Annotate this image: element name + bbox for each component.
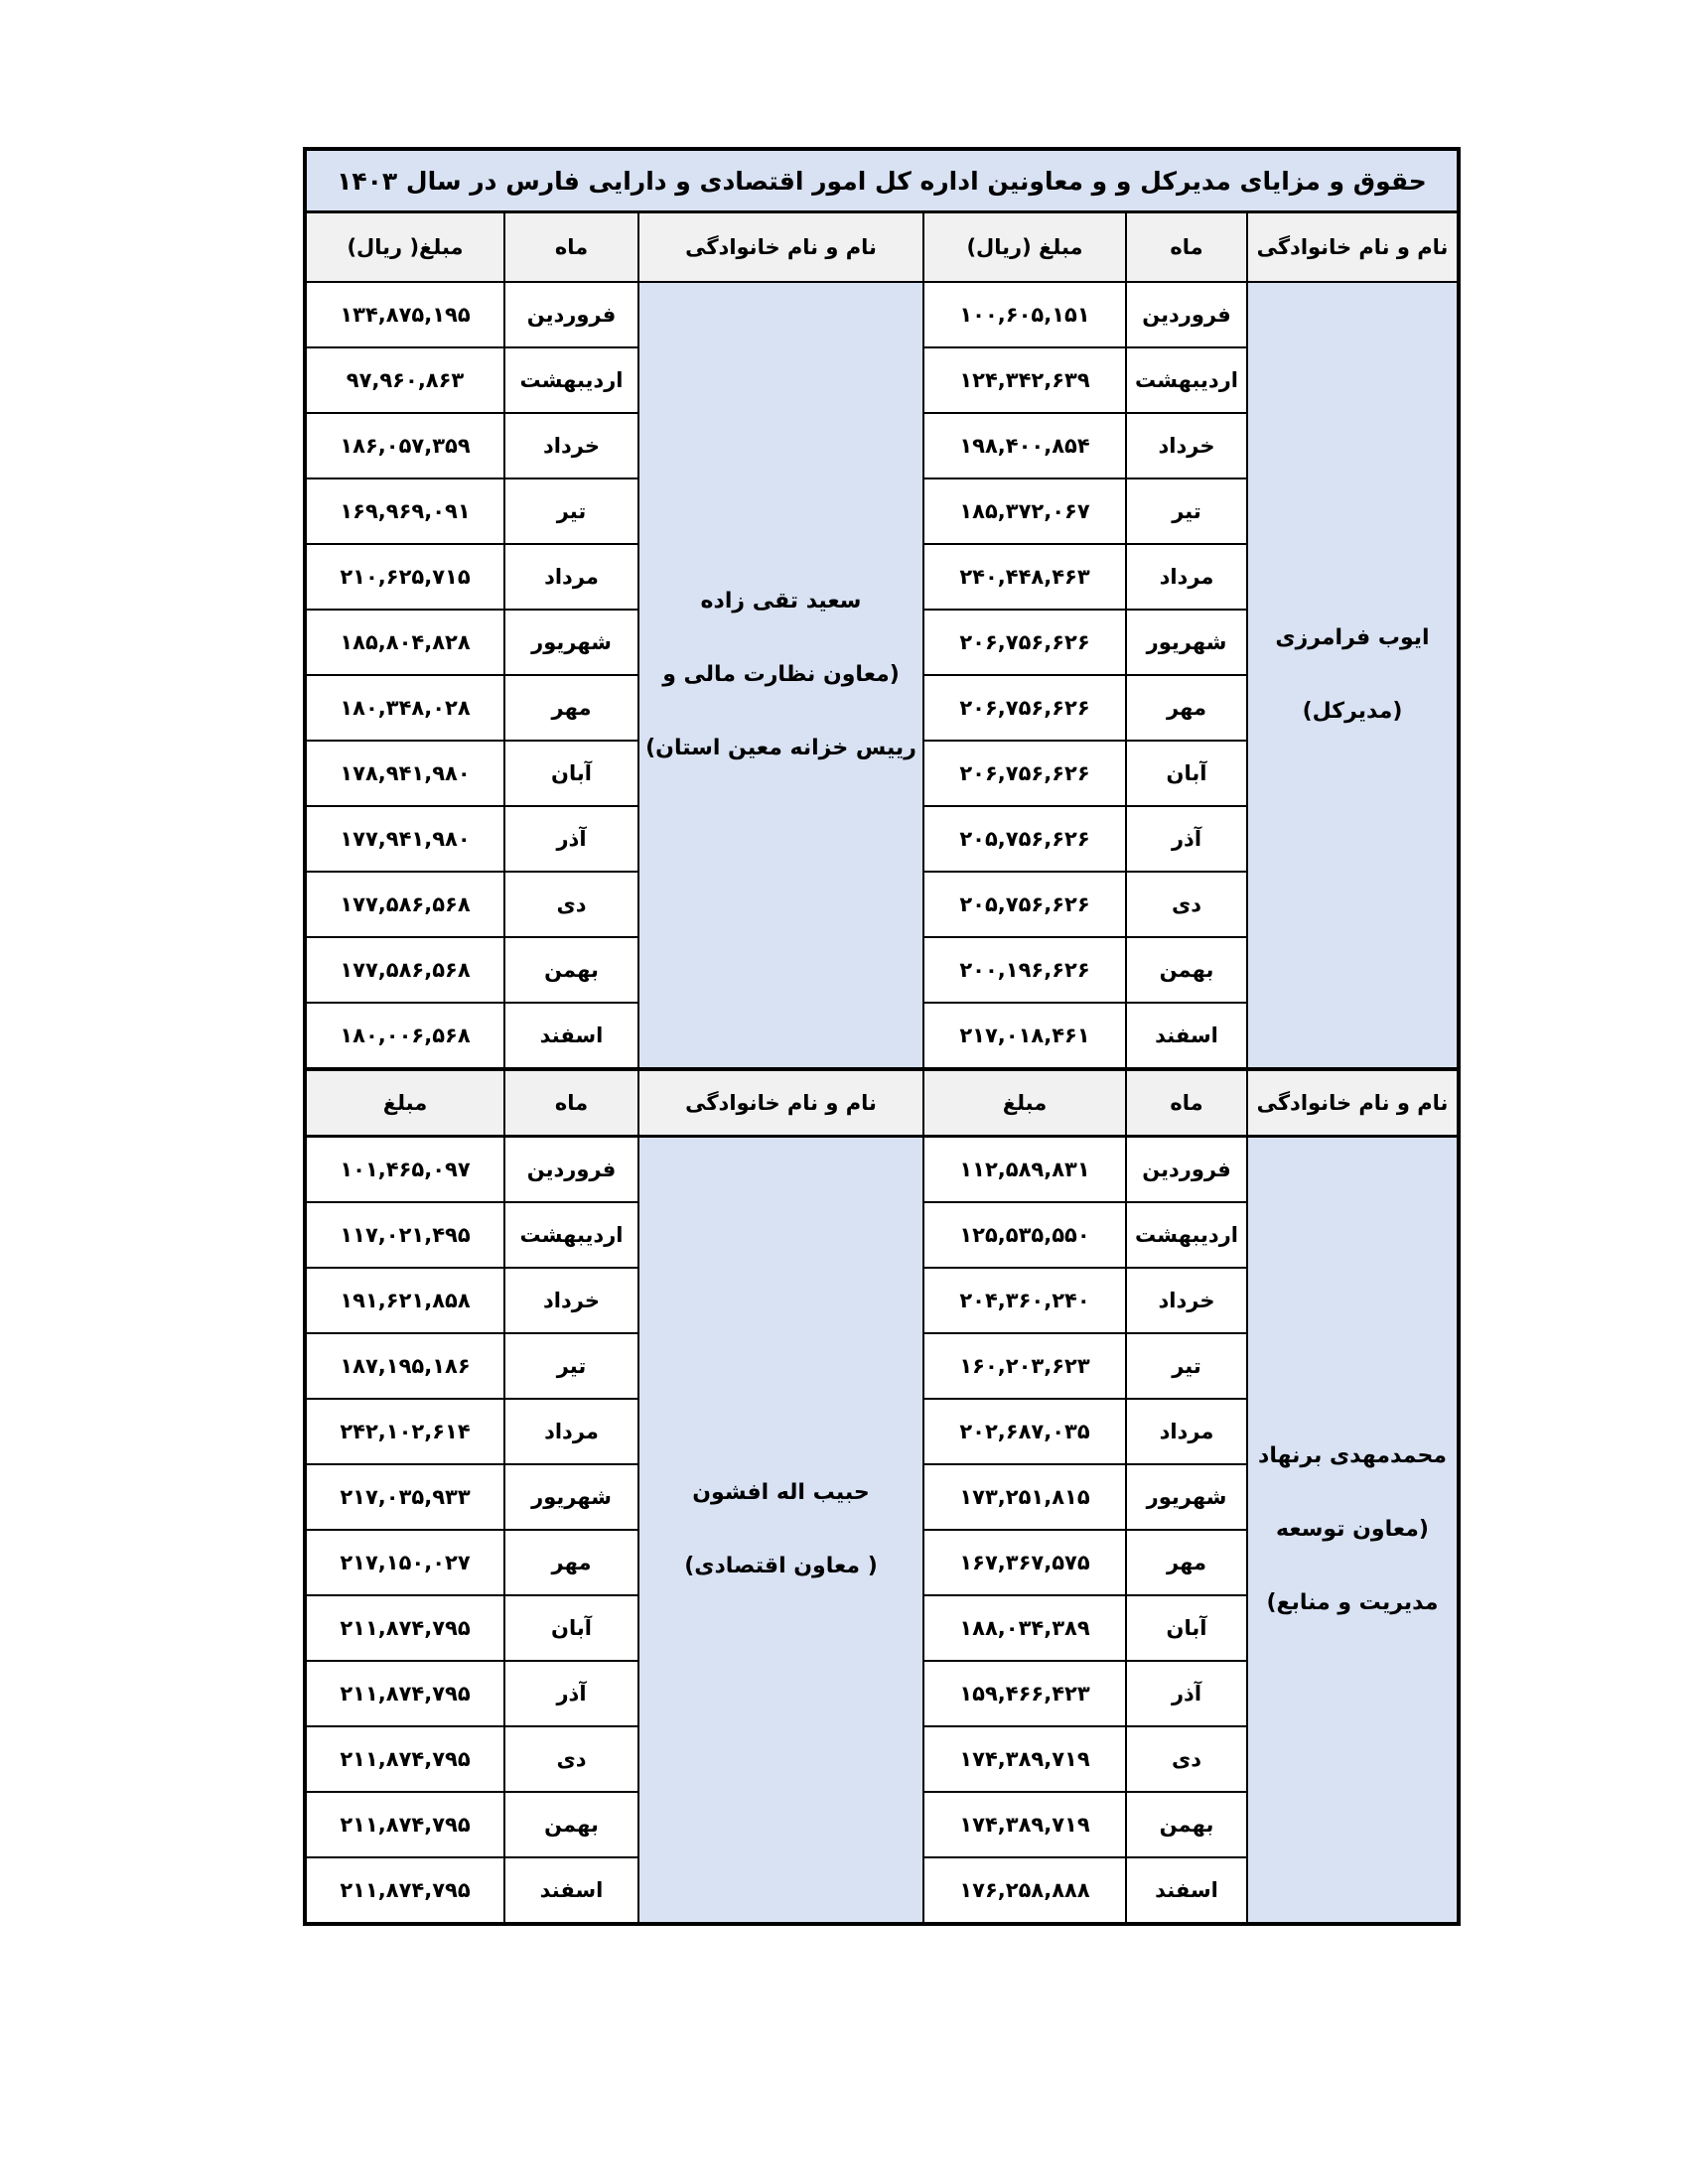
amount-cell: ۲۱۱,۸۷۴,۷۹۵	[305, 1595, 504, 1661]
amount-cell: ۱۷۳,۲۵۱,۸۱۵	[923, 1464, 1126, 1530]
column-header-amount-left: مبلغ( ریال)	[305, 212, 504, 283]
month-cell: اردیبهشت	[504, 347, 638, 413]
amount-cell: ۱۹۸,۴۰۰,۸۵۴	[923, 413, 1126, 478]
amount-cell: ۱۷۷,۹۴۱,۹۸۰	[305, 806, 504, 872]
amount-cell: ۱۰۰,۶۰۵,۱۵۱	[923, 282, 1126, 347]
month-cell: اردیبهشت	[504, 1202, 638, 1268]
month-cell: بهمن	[504, 937, 638, 1003]
amount-cell: ۱۷۸,۹۴۱,۹۸۰	[305, 741, 504, 806]
month-cell: خرداد	[1126, 413, 1247, 478]
header-row-middle	[305, 1069, 1459, 1137]
column-header-name-left: نام و نام خانوادگی	[638, 212, 923, 283]
month-cell: مهر	[1126, 1530, 1247, 1595]
table-row	[305, 282, 1459, 347]
employee-role: مدیریت و منابع)	[1266, 1590, 1439, 1615]
month-cell: مهر	[504, 1530, 638, 1595]
amount-cell: ۲۱۱,۸۷۴,۷۹۵	[305, 1726, 504, 1792]
amount-cell: ۲۰۵,۷۵۶,۶۲۶	[923, 806, 1126, 872]
month-cell: فروردین	[1126, 1137, 1247, 1203]
employee-role: رییس خزانه معین استان)	[645, 736, 916, 760]
amount-cell: ۱۶۰,۲۰۳,۶۲۳	[923, 1333, 1126, 1399]
amount-cell: ۱۸۵,۸۰۴,۸۲۸	[305, 610, 504, 675]
month-cell: آبان	[1126, 741, 1247, 806]
amount-cell: ۱۸۸,۰۳۴,۳۸۹	[923, 1595, 1126, 1661]
employee-name-cell	[1247, 282, 1459, 1069]
salary-table	[303, 147, 1461, 1926]
month-cell: فروردین	[504, 282, 638, 347]
month-cell: خرداد	[1126, 1268, 1247, 1333]
month-cell: دی	[1126, 1726, 1247, 1792]
month-cell: اسفند	[504, 1003, 638, 1069]
month-cell: اسفند	[1126, 1003, 1247, 1069]
month-cell: دی	[504, 872, 638, 937]
employee-name: محمدمهدی برنهاد	[1258, 1443, 1447, 1468]
month-cell: خرداد	[504, 413, 638, 478]
amount-cell: ۲۰۵,۷۵۶,۶۲۶	[923, 872, 1126, 937]
amount-cell: ۲۱۱,۸۷۴,۷۹۵	[305, 1661, 504, 1726]
amount-cell: ۱۸۷,۱۹۵,۱۸۶	[305, 1333, 504, 1399]
employee-name: سعید تقی زاده	[700, 589, 862, 614]
table-title-row	[305, 149, 1459, 212]
column-header-month-right: ماه	[1126, 212, 1247, 283]
month-cell: آذر	[1126, 806, 1247, 872]
month-cell: اردیبهشت	[1126, 347, 1247, 413]
month-cell: تیر	[1126, 478, 1247, 544]
column-header-month-left: ماه	[504, 212, 638, 283]
month-cell: شهریور	[504, 1464, 638, 1530]
amount-cell: ۱۸۰,۳۴۸,۰۲۸	[305, 675, 504, 741]
month-cell: آبان	[504, 1595, 638, 1661]
month-cell: اسفند	[504, 1857, 638, 1924]
month-cell: مرداد	[1126, 544, 1247, 610]
amount-cell: ۱۸۵,۳۷۲,۰۶۷	[923, 478, 1126, 544]
amount-cell: ۲۴۰,۴۴۸,۴۶۳	[923, 544, 1126, 610]
month-cell: دی	[1126, 872, 1247, 937]
amount-cell: ۱۷۶,۲۵۸,۸۸۸	[923, 1857, 1126, 1924]
amount-cell: ۱۱۷,۰۲۱,۴۹۵	[305, 1202, 504, 1268]
employee-name-cell	[638, 1137, 923, 1925]
column-header-amount-left: مبلغ	[305, 1069, 504, 1137]
amount-cell: ۲۰۰,۱۹۶,۶۲۶	[923, 937, 1126, 1003]
column-header-name-right: نام و نام خانوادگی	[1247, 1069, 1459, 1137]
amount-cell: ۱۷۴,۳۸۹,۷۱۹	[923, 1726, 1126, 1792]
employee-name: ایوب فرامرزی	[1275, 625, 1430, 650]
month-cell: فروردین	[504, 1137, 638, 1203]
amount-cell: ۱۶۹,۹۶۹,۰۹۱	[305, 478, 504, 544]
month-cell: بهمن	[504, 1792, 638, 1857]
month-cell: شهریور	[504, 610, 638, 675]
employee-name-cell	[1247, 1137, 1459, 1925]
month-cell: فروردین	[1126, 282, 1247, 347]
amount-cell: ۲۰۶,۷۵۶,۶۲۶	[923, 741, 1126, 806]
amount-cell: ۱۲۴,۳۴۲,۶۳۹	[923, 347, 1126, 413]
month-cell: اردیبهشت	[1126, 1202, 1247, 1268]
column-header-amount-right: مبلغ	[923, 1069, 1126, 1137]
employee-role: (مدیرکل)	[1302, 699, 1403, 724]
month-cell: آبان	[504, 741, 638, 806]
amount-cell: ۱۹۱,۶۲۱,۸۵۸	[305, 1268, 504, 1333]
employee-role: ( معاون اقتصادی)	[684, 1554, 878, 1578]
amount-cell: ۲۱۱,۸۷۴,۷۹۵	[305, 1792, 504, 1857]
amount-cell: ۱۷۷,۵۸۶,۵۶۸	[305, 937, 504, 1003]
employee-role: (معاون توسعه	[1276, 1517, 1429, 1542]
month-cell: شهریور	[1126, 1464, 1247, 1530]
month-cell: تیر	[504, 478, 638, 544]
month-cell: آذر	[504, 806, 638, 872]
month-cell: شهریور	[1126, 610, 1247, 675]
column-header-name-left: نام و نام خانوادگی	[638, 1069, 923, 1137]
amount-cell: ۲۰۴,۳۶۰,۲۴۰	[923, 1268, 1126, 1333]
amount-cell: ۲۱۷,۱۵۰,۰۲۷	[305, 1530, 504, 1595]
column-header-month-left: ماه	[504, 1069, 638, 1137]
amount-cell: ۲۰۶,۷۵۶,۶۲۶	[923, 675, 1126, 741]
amount-cell: ۱۸۶,۰۵۷,۳۵۹	[305, 413, 504, 478]
amount-cell: ۲۰۲,۶۸۷,۰۳۵	[923, 1399, 1126, 1464]
amount-cell: ۱۲۵,۵۳۵,۵۵۰	[923, 1202, 1126, 1268]
amount-cell: ۱۸۰,۰۰۶,۵۶۸	[305, 1003, 504, 1069]
header-row-top	[305, 212, 1459, 283]
amount-cell: ۱۰۱,۴۶۵,۰۹۷	[305, 1137, 504, 1203]
month-cell: بهمن	[1126, 1792, 1247, 1857]
amount-cell: ۲۴۲,۱۰۲,۶۱۴	[305, 1399, 504, 1464]
amount-cell: ۱۷۷,۵۸۶,۵۶۸	[305, 872, 504, 937]
month-cell: تیر	[504, 1333, 638, 1399]
column-header-month-right: ماه	[1126, 1069, 1247, 1137]
amount-cell: ۲۰۶,۷۵۶,۶۲۶	[923, 610, 1126, 675]
employee-name: حبیب اله افشون	[692, 1480, 870, 1505]
employee-name-cell	[638, 282, 923, 1069]
amount-cell: ۱۱۲,۵۸۹,۸۳۱	[923, 1137, 1126, 1203]
month-cell: آذر	[504, 1661, 638, 1726]
amount-cell: ۲۱۷,۰۱۸,۴۶۱	[923, 1003, 1126, 1069]
column-header-amount-right: مبلغ (ریال)	[923, 212, 1126, 283]
month-cell: دی	[504, 1726, 638, 1792]
month-cell: آذر	[1126, 1661, 1247, 1726]
month-cell: اسفند	[1126, 1857, 1247, 1924]
amount-cell: ۹۷,۹۶۰,۸۶۳	[305, 347, 504, 413]
page-title: حقوق و مزایای مدیرکل و و معاونین اداره کل امور اقتصادی و دارایی فارس در سال ۱۴۰۳	[305, 149, 1459, 212]
month-cell: خرداد	[504, 1268, 638, 1333]
amount-cell: ۲۱۰,۶۲۵,۷۱۵	[305, 544, 504, 610]
month-cell: مرداد	[504, 1399, 638, 1464]
column-header-name-right: نام و نام خانوادگی	[1247, 212, 1459, 283]
month-cell: مرداد	[1126, 1399, 1247, 1464]
amount-cell: ۲۱۷,۰۳۵,۹۳۳	[305, 1464, 504, 1530]
employee-role: (معاون نظارت مالی و	[662, 662, 900, 687]
amount-cell: ۱۶۷,۳۶۷,۵۷۵	[923, 1530, 1126, 1595]
month-cell: مرداد	[504, 544, 638, 610]
amount-cell: ۲۱۱,۸۷۴,۷۹۵	[305, 1857, 504, 1924]
month-cell: بهمن	[1126, 937, 1247, 1003]
month-cell: مهر	[1126, 675, 1247, 741]
month-cell: مهر	[504, 675, 638, 741]
amount-cell: ۱۷۴,۳۸۹,۷۱۹	[923, 1792, 1126, 1857]
table-row	[305, 1137, 1459, 1203]
amount-cell: ۱۳۴,۸۷۵,۱۹۵	[305, 282, 504, 347]
month-cell: تیر	[1126, 1333, 1247, 1399]
month-cell: آبان	[1126, 1595, 1247, 1661]
amount-cell: ۱۵۹,۴۶۶,۴۲۳	[923, 1661, 1126, 1726]
